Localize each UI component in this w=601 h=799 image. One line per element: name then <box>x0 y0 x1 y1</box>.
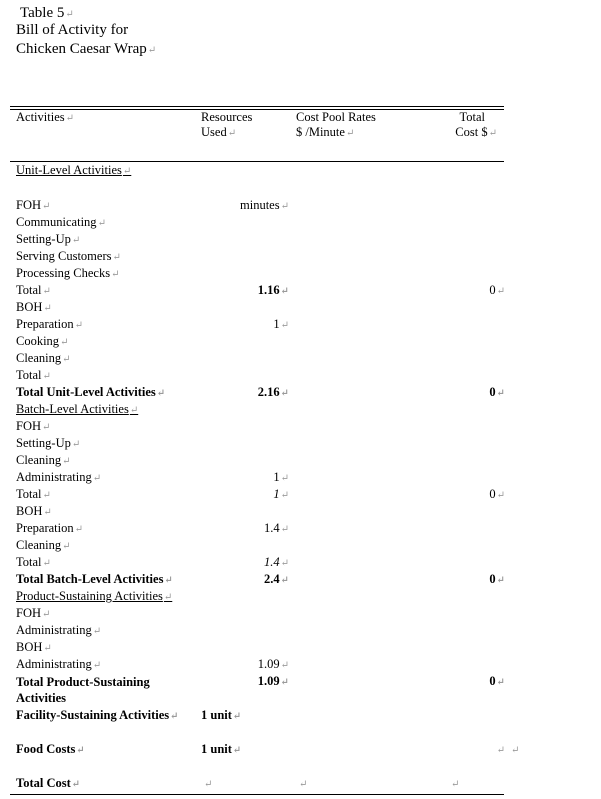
row-boh: BOH↵ <box>16 300 52 314</box>
row-communicating: Communicating↵ <box>16 215 106 229</box>
row-boh: BOH↵ <box>16 504 52 518</box>
row-administrating-resources: 1↵ <box>273 470 289 484</box>
row-total: Total↵ <box>16 555 51 569</box>
row-boh: BOH↵ <box>16 640 52 654</box>
header-bottom-rule <box>10 161 504 162</box>
row-preparation: Preparation↵ <box>16 521 84 535</box>
row-cleaning: Cleaning↵ <box>16 351 71 365</box>
row-total-unit-level-resources: 2.16↵ <box>257 385 289 399</box>
row-facility-sustaining: Facility-Sustaining Activities↵ <box>16 708 179 722</box>
row-total-product-sustaining-resources: 1.09↵ <box>257 674 289 688</box>
header-activities: Activities↵ <box>16 110 74 124</box>
row-administrating: Administrating↵ <box>16 623 102 637</box>
row-foh: FOH↵ <box>16 606 51 620</box>
row-administrating: Administrating↵ <box>16 470 102 484</box>
row-cleaning: Cleaning↵ <box>16 453 71 467</box>
cell-end-mark: ↵ <box>204 779 213 790</box>
row-administrating: Administrating↵ <box>16 657 102 671</box>
section-batch-level: Batch-Level Activities↵ <box>16 402 139 416</box>
row-total-batch-level-cost: 0↵ <box>489 572 505 586</box>
row-total-cost: Total Cost↵ <box>16 776 81 790</box>
row-administrating-resources: 1.09↵ <box>257 657 289 671</box>
section-unit-level: Unit-Level Activities↵ <box>16 163 132 177</box>
header-cost-pool-rates: Cost Pool Rates $ /Minute↵ <box>296 110 376 139</box>
table-top-rule <box>10 106 504 107</box>
header-total-cost: Total Cost $↵ <box>455 110 497 139</box>
row-food-costs-cost-mark: ↵ <box>496 745 505 756</box>
row-end-mark: ↵ <box>511 745 520 756</box>
header-resources-used: Resources Used↵ <box>201 110 253 139</box>
row-serving-customers: Serving Customers↵ <box>16 249 121 263</box>
table-bottom-rule <box>10 794 504 795</box>
row-total-product-sustaining: Total Product-Sustaining Activities <box>16 675 150 705</box>
table-title-line-1: Bill of Activity for <box>16 22 129 38</box>
row-preparation-resources: 1.4↵ <box>263 521 289 535</box>
row-preparation: Preparation↵ <box>16 317 84 331</box>
row-cleaning: Cleaning↵ <box>16 538 71 552</box>
row-total-cost: 0↵ <box>489 283 505 297</box>
row-total-resources: 1.4↵ <box>263 555 289 569</box>
row-food-costs-resources: 1 unit↵ <box>201 742 242 756</box>
table-top-rule-2 <box>10 109 504 110</box>
row-foh-resources: minutes↵ <box>240 198 289 212</box>
row-total-unit-level: Total Unit-Level Activities↵ <box>16 385 166 399</box>
row-processing-checks: Processing Checks↵ <box>16 266 120 280</box>
row-total-cost: 0↵ <box>489 487 505 501</box>
row-facility-sustaining-resources: 1 unit↵ <box>201 708 242 722</box>
row-food-costs: Food Costs↵ <box>16 742 85 756</box>
row-cooking: Cooking↵ <box>16 334 69 348</box>
section-product-sustaining: Product-Sustaining Activities↵ <box>16 589 173 603</box>
row-total: Total↵ <box>16 368 51 382</box>
row-foh: FOH↵ <box>16 419 51 433</box>
row-total-product-sustaining-cost: 0↵ <box>489 674 505 688</box>
row-setting-up: Setting-Up↵ <box>16 232 81 246</box>
row-total: Total↵ <box>16 283 51 297</box>
row-total-resources: 1↵ <box>273 487 289 501</box>
row-preparation-resources: 1↵ <box>273 317 289 331</box>
table-title-line-2: Chicken Caesar Wrap↵ <box>16 41 157 57</box>
row-setting-up: Setting-Up↵ <box>16 436 81 450</box>
row-foh: FOH↵ <box>16 198 51 212</box>
row-total-batch-level-resources: 2.4↵ <box>263 572 289 586</box>
row-total: Total↵ <box>16 487 51 501</box>
cell-end-mark: ↵ <box>451 779 460 790</box>
row-total-unit-level-cost: 0↵ <box>489 385 505 399</box>
row-total-batch-level: Total Batch-Level Activities↵ <box>16 572 173 586</box>
cell-end-mark: ↵ <box>299 779 308 790</box>
row-total-resources: 1.16↵ <box>257 283 289 297</box>
table-number: Table 5↵ <box>20 5 74 21</box>
